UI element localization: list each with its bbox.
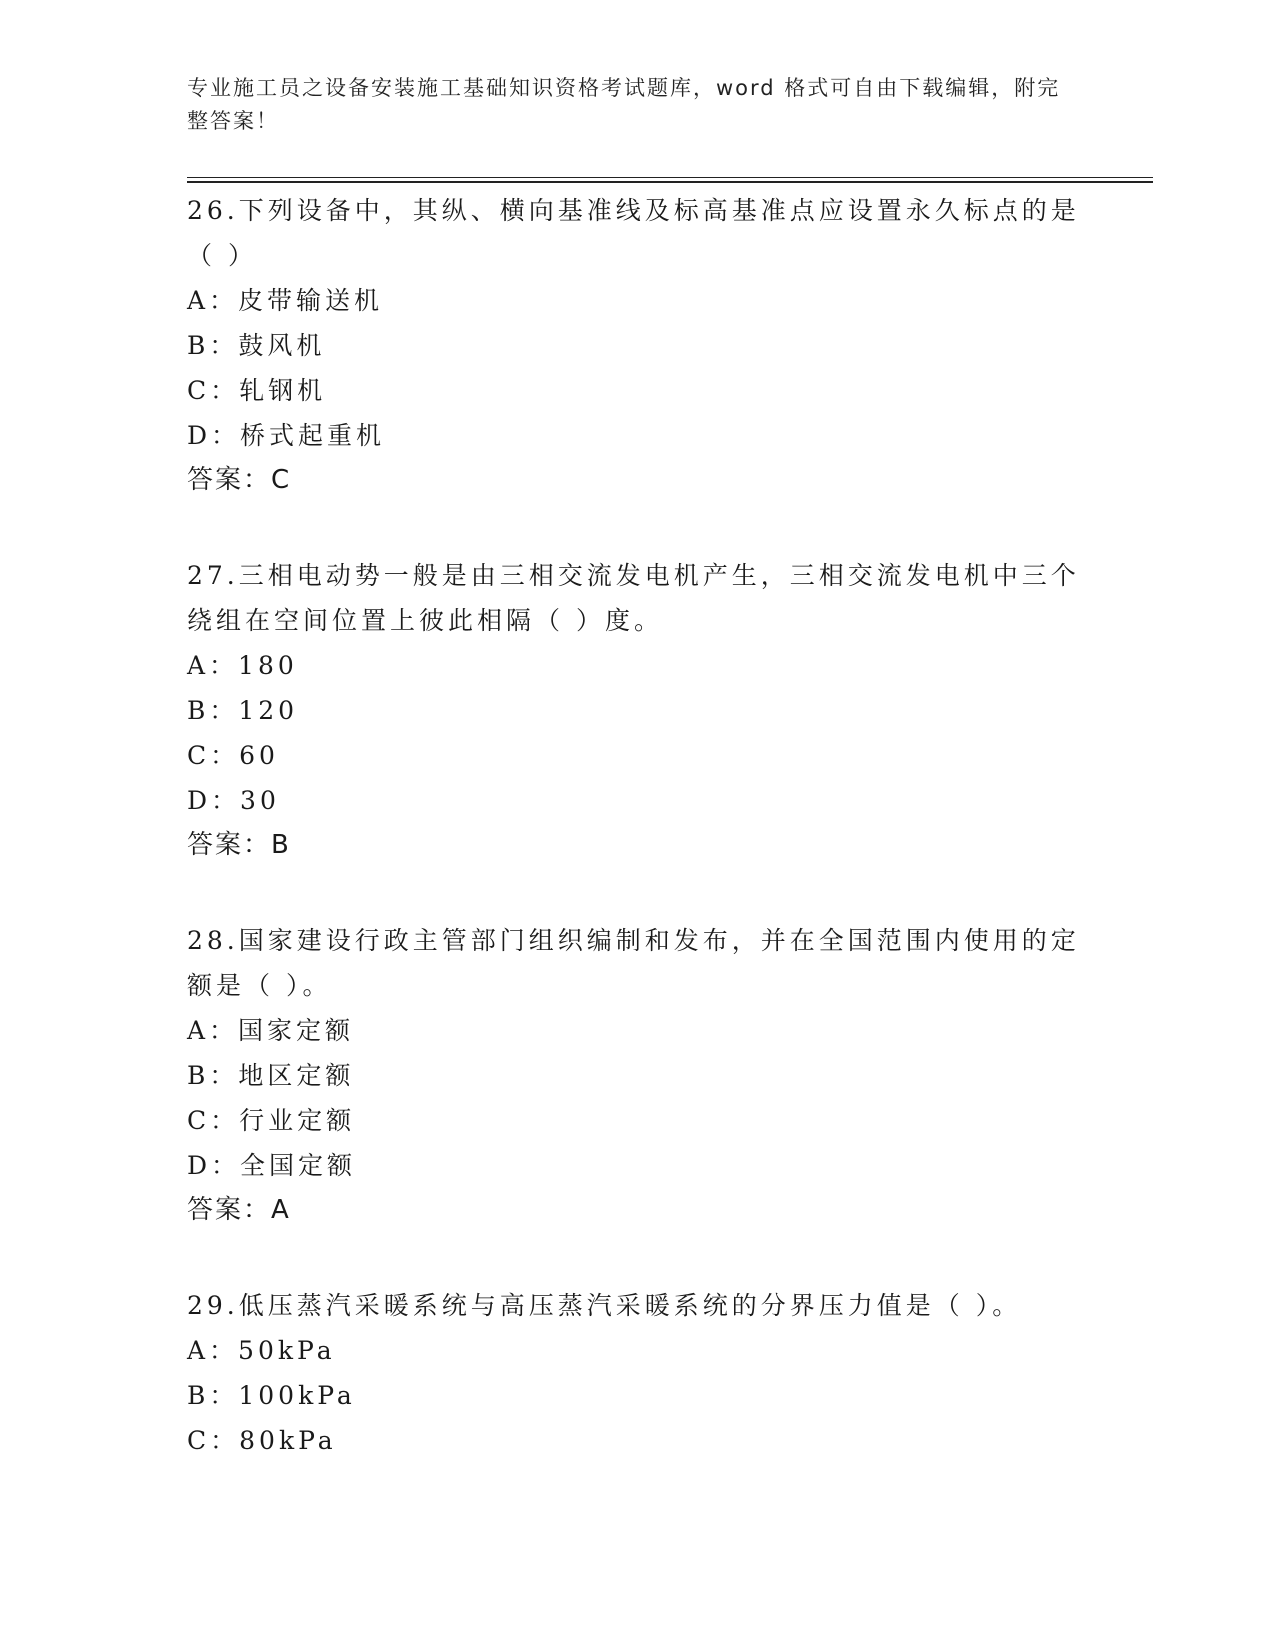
option-d: D：30 (187, 786, 280, 815)
answer-line: 答案：B (187, 830, 291, 860)
option-b: B：鼓风机 (187, 331, 326, 360)
option-a: A：皮带输送机 (187, 286, 384, 315)
question-stem: 28.国家建设行政主管部门组织编制和发布，并在全国范围内使用的定额是（ ）。 (187, 926, 1080, 1000)
option-a: A：50kPa (187, 1336, 336, 1365)
option-c: C：60 (187, 741, 279, 770)
question-27 (187, 553, 1087, 868)
option-a: A：国家定额 (187, 1016, 355, 1045)
answer-line: 答案：C (187, 465, 292, 495)
question-stem: 29.低压蒸汽采暖系统与高压蒸汽采暖系统的分界压力值是（ ）。 (187, 1291, 1022, 1320)
option-b: B：地区定额 (187, 1061, 355, 1090)
question-28 (187, 918, 1087, 1233)
answer-line: 答案：A (187, 1195, 291, 1225)
question-stem: 27.三相电动势一般是由三相交流发电机产生，三相交流发电机中三个绕组在空间位置上彼此相隔（ ）度。 (187, 561, 1080, 635)
question-29 (187, 1283, 1087, 1463)
question-26 (187, 188, 1087, 503)
document-header: 专业施工员之设备安装施工基础知识资格考试题库，word 格式可自由下载编辑，附完整答案！ (187, 76, 1061, 133)
option-b: B：100kPa (187, 1381, 356, 1410)
option-c: C：80kPa (187, 1426, 337, 1455)
option-d: D：全国定额 (187, 1151, 357, 1180)
header-divider-thick (187, 181, 1153, 183)
option-c: C：行业定额 (187, 1106, 356, 1135)
option-c: C：轧钢机 (187, 376, 327, 405)
option-a: A：180 (187, 651, 298, 680)
option-d: D：桥式起重机 (187, 421, 386, 450)
option-b: B：120 (187, 696, 299, 725)
header-divider-thin (187, 177, 1153, 178)
question-stem: 26.下列设备中，其纵、横向基准线及标高基准点应设置永久标点的是（ ） (187, 196, 1080, 270)
